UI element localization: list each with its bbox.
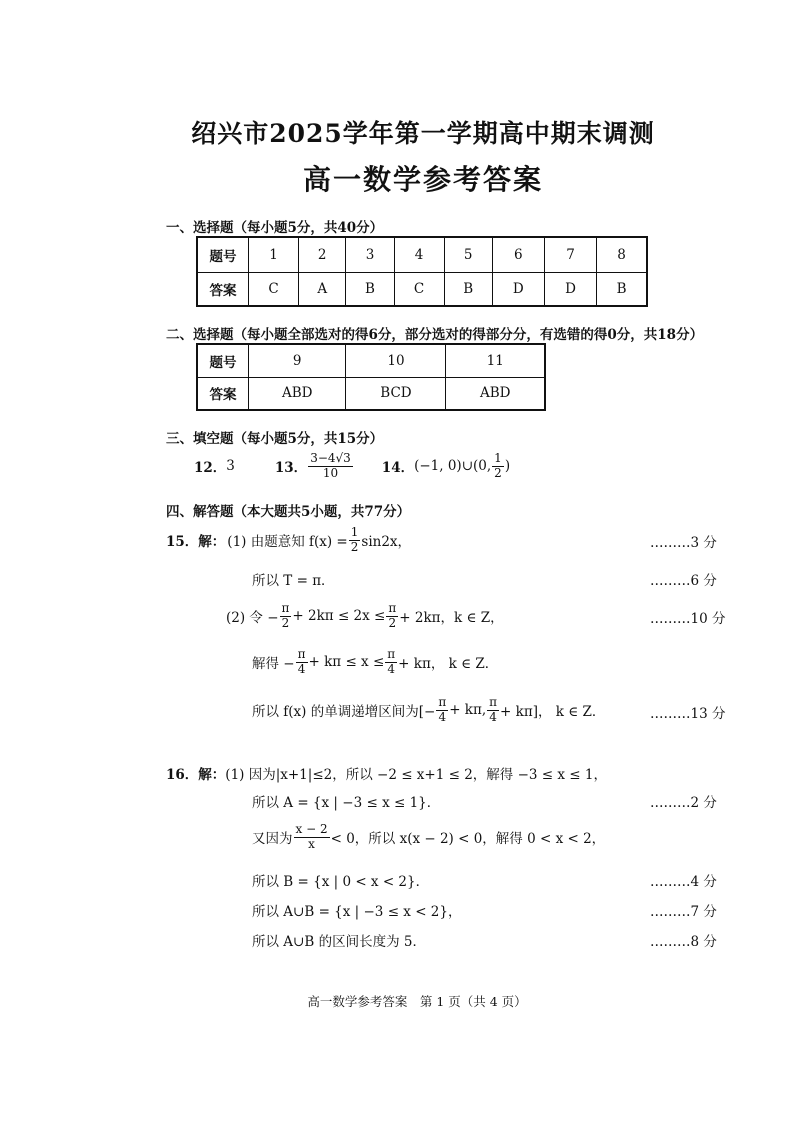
fraction-denominator: 4 — [387, 661, 396, 676]
q15-text: sin2x， — [361, 534, 412, 550]
q15-text: + 2kπ，k ∈ Z， — [399, 610, 504, 626]
fraction-numerator: 3−4√3 — [310, 450, 351, 465]
section3-heading: 三、填空题（每小题5分，共15分） — [166, 431, 384, 447]
q15-text: 所以 f(x) 的单调递增区间为[− — [252, 704, 436, 720]
fraction-numerator: x − 2 — [295, 821, 328, 836]
fraction-numerator: π — [297, 646, 306, 661]
fraction-denominator: x — [308, 836, 315, 851]
q16-label: 16． — [166, 767, 199, 783]
row-label: 答案 — [197, 272, 249, 306]
q16-line-5: 所以 A∪B = {x | −3 ≤ x < 2}， — [252, 904, 462, 920]
q16-line-1 — [166, 763, 607, 783]
q16-text: < 0，所以 x(x − 2) < 0，解得 0 < x < 2， — [330, 831, 606, 847]
section2-heading: 二、选择题（每小题全部选对的得6分，部分选对的得部分分，有选错的得0分，共18分） — [166, 327, 704, 343]
q15-line-1 — [166, 522, 411, 558]
exam-subtitle: 高一数学参考答案 — [302, 163, 543, 196]
score-marker: ………2 分 — [650, 795, 717, 811]
fill-in-answers — [194, 448, 510, 484]
q12-answer: 3 — [226, 458, 235, 474]
section4-heading: 四、解答题（本大题共5小题，共77分） — [166, 504, 411, 520]
section1-number-row — [197, 237, 647, 272]
fraction — [487, 696, 499, 725]
solution-marker: 解： — [198, 534, 226, 550]
question-number: 9 — [249, 344, 346, 377]
q15-text: + 2kπ ≤ 2x ≤ — [292, 608, 386, 624]
fraction-numerator: π — [438, 694, 447, 709]
question-number: 10 — [346, 344, 446, 377]
q13-label: 13． — [274, 460, 308, 476]
q15-line-5 — [252, 692, 605, 728]
question-number: 6 — [492, 237, 544, 272]
fraction-denominator: 2 — [350, 539, 359, 554]
answer-cell: D — [544, 272, 596, 306]
question-number: 11 — [446, 344, 545, 377]
fraction — [280, 602, 292, 631]
question-number: 7 — [544, 237, 596, 272]
section1-heading: 一、选择题（每小题5分，共40分） — [166, 220, 384, 236]
question-number: 1 — [249, 237, 299, 272]
fraction-numerator: π — [281, 600, 290, 615]
fraction-numerator: π — [388, 600, 397, 615]
score-marker: ………8 分 — [650, 934, 717, 950]
q16-line-2: 所以 A = {x | −3 ≤ x ≤ 1}． — [252, 795, 441, 811]
answer-cell: A — [299, 272, 346, 306]
answer-cell: D — [492, 272, 544, 306]
q15-text: + kπ]， k ∈ Z． — [500, 704, 606, 720]
score-marker: ………10 分 — [650, 611, 726, 627]
answer-cell: ABD — [249, 377, 346, 410]
answer-cell: BCD — [346, 377, 446, 410]
answer-cell: B — [346, 272, 394, 306]
q15-line-2: 所以 T = π． — [252, 573, 335, 589]
q16-line-4: 所以 B = {x | 0 < x < 2}． — [252, 874, 430, 890]
q14-answer-fraction — [492, 452, 504, 481]
fraction-numerator: π — [489, 694, 498, 709]
question-number: 8 — [597, 237, 647, 272]
score-marker: ………4 分 — [650, 874, 717, 890]
section2-answer-table — [196, 343, 546, 411]
answer-cell: B — [597, 272, 647, 306]
q12-label: 12． — [194, 460, 227, 476]
fraction — [349, 526, 361, 555]
fraction-numerator: 1 — [350, 524, 359, 539]
score-marker: ………6 分 — [650, 573, 717, 589]
question-number: 5 — [444, 237, 492, 272]
question-number: 2 — [299, 237, 346, 272]
fraction-denominator: 2 — [494, 465, 502, 480]
fraction — [294, 823, 330, 852]
fraction-denominator: 10 — [322, 465, 339, 480]
q16-text: (1) 因为|x+1|≤2，所以 −2 ≤ x+1 ≤ 2，解得 −3 ≤ x ≤ 1， — [225, 767, 607, 783]
row-label: 答案 — [197, 377, 249, 410]
section2-number-row — [197, 344, 545, 377]
q15-text: + kπ ≤ x ≤ — [308, 654, 385, 670]
fraction — [386, 602, 398, 631]
q15-text: 解得 − — [252, 656, 295, 672]
q14-answer-pre: (−1, 0)∪(0, — [414, 458, 492, 474]
page-footer: 高一数学参考答案 第 1 页（共 4 页） — [307, 994, 527, 1009]
q14-label: 14． — [381, 460, 415, 476]
solution-marker: 解： — [198, 767, 226, 783]
section1-answer-row — [197, 272, 647, 306]
fraction — [296, 648, 308, 677]
fraction-denominator: 4 — [438, 709, 447, 724]
fraction-numerator: 1 — [494, 450, 502, 465]
q16-line-3 — [252, 818, 605, 856]
q15-label: 15． — [166, 534, 199, 550]
q15-text: + kπ， k ∈ Z． — [398, 656, 499, 672]
row-label: 题号 — [197, 237, 249, 272]
score-marker: ………3 分 — [650, 535, 717, 551]
q15-line-4 — [252, 644, 498, 680]
fraction — [436, 696, 448, 725]
q15-line-3 — [226, 598, 504, 634]
answer-cell: C — [394, 272, 444, 306]
question-number: 4 — [394, 237, 444, 272]
section1-answer-table — [196, 236, 648, 307]
fraction-numerator: π — [387, 646, 396, 661]
exam-title: 绍兴市2025学年第一学期高中期末调测 — [191, 119, 655, 148]
q13-answer-fraction — [308, 452, 353, 481]
q14-answer-post: ) — [504, 458, 511, 474]
fraction — [385, 648, 397, 677]
section2-answer-row — [197, 377, 545, 410]
score-marker: ………13 分 — [650, 706, 726, 722]
q16-text: 又因为 — [252, 831, 293, 847]
q15-text: (1) 由题意知 f(x) = — [227, 534, 348, 550]
fraction-denominator: 4 — [489, 709, 497, 724]
q15-text: (2) 令 − — [226, 610, 279, 626]
question-number: 3 — [346, 237, 394, 272]
answer-cell: C — [249, 272, 299, 306]
fraction-denominator: 4 — [297, 661, 306, 676]
answer-cell: ABD — [446, 377, 545, 410]
q15-text: + kπ, — [449, 702, 487, 718]
fraction-denominator: 2 — [388, 615, 397, 630]
row-label: 题号 — [197, 344, 249, 377]
q16-line-6: 所以 A∪B 的区间长度为 5． — [252, 934, 426, 950]
score-marker: ………7 分 — [650, 904, 717, 920]
fraction-denominator: 2 — [281, 615, 290, 630]
answer-cell: B — [444, 272, 492, 306]
